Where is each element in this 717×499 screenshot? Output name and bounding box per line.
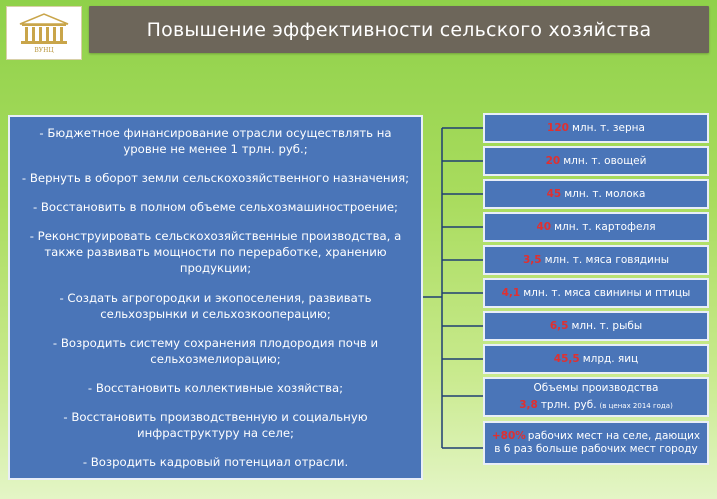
measure-item: - Вернуть в оборот земли сельскохозяйственного назначения; bbox=[21, 171, 410, 186]
target-box-pork-poultry bbox=[483, 278, 709, 308]
target-value: 45,5 bbox=[553, 352, 580, 365]
jobs-value: +80% bbox=[491, 430, 526, 442]
target-label: млн. т. мяса говядины bbox=[544, 253, 670, 266]
production-value: 3,8 bbox=[519, 398, 538, 411]
measure-item: - Восстановить в полном объеме сельхозмашиностроение; bbox=[32, 200, 398, 215]
target-label: млн. т. овощей bbox=[563, 154, 647, 167]
target-label: млрд. яиц bbox=[582, 352, 639, 365]
target-value: 6,5 bbox=[549, 319, 569, 332]
target-label: млн. т. мяса свинины и птицы bbox=[523, 286, 691, 299]
target-label: млн. т. молока bbox=[564, 187, 646, 200]
target-value: 45 bbox=[546, 187, 562, 200]
jobs-text-line1: рабочих мест на селе, дающих bbox=[527, 430, 701, 442]
title-bar bbox=[89, 6, 709, 53]
jobs-box bbox=[483, 421, 709, 465]
production-label: Объемы производства bbox=[533, 381, 659, 394]
target-label: млн. т. картофеля bbox=[554, 220, 656, 233]
production-unit: трлн. руб. bbox=[540, 398, 597, 411]
measure-item: - Бюджетное финансирование отрасли осуществлять на уровне не менее 1 трлн. руб.; bbox=[39, 126, 392, 156]
measure-item: - Реконструировать сельскохозяйственные производства, а также развивать мощности по переработке, хранению продукции; bbox=[29, 229, 402, 276]
measure-item: - Создать агрогородки и экопоселения, развивать сельхозрынки и сельхозкооперацию; bbox=[59, 290, 372, 321]
target-box-potatoes bbox=[483, 212, 709, 242]
page-title: Повышение эффективности сельского хозяйства bbox=[146, 18, 652, 41]
logo-text: ВУНЦ bbox=[34, 47, 54, 54]
target-box-eggs bbox=[483, 344, 709, 374]
target-value: 3,5 bbox=[522, 253, 542, 266]
target-box-grain bbox=[483, 113, 709, 143]
measure-item: - Возродить кадровый потенциал отрасли. bbox=[82, 455, 349, 469]
measure-item: - Восстановить производственную и социальную инфраструктуру на селе; bbox=[63, 409, 368, 440]
target-value: 40 bbox=[536, 220, 552, 233]
jobs-text-line2: в 6 раз больше рабочих мест городу bbox=[494, 443, 698, 455]
production-volume-box bbox=[483, 377, 709, 417]
target-label: млн. т. зерна bbox=[571, 121, 645, 134]
building-icon bbox=[16, 12, 72, 46]
measure-item: - Возродить систему сохранения плодородия почв и сельхозмелиорацию; bbox=[52, 335, 379, 366]
target-label: млн. т. рыбы bbox=[571, 319, 643, 332]
measure-item: - Восстановить коллективные хозяйства; bbox=[87, 380, 344, 395]
target-box-beef bbox=[483, 245, 709, 275]
target-box-fish bbox=[483, 311, 709, 341]
production-note: (в ценах 2014 года) bbox=[599, 401, 673, 410]
target-box-milk bbox=[483, 179, 709, 209]
target-box-vegetables bbox=[483, 146, 709, 176]
target-value: 120 bbox=[547, 121, 569, 134]
target-value: 4,1 bbox=[501, 286, 521, 299]
logo bbox=[6, 6, 82, 60]
measures-panel bbox=[8, 115, 423, 480]
target-value: 20 bbox=[545, 154, 561, 167]
